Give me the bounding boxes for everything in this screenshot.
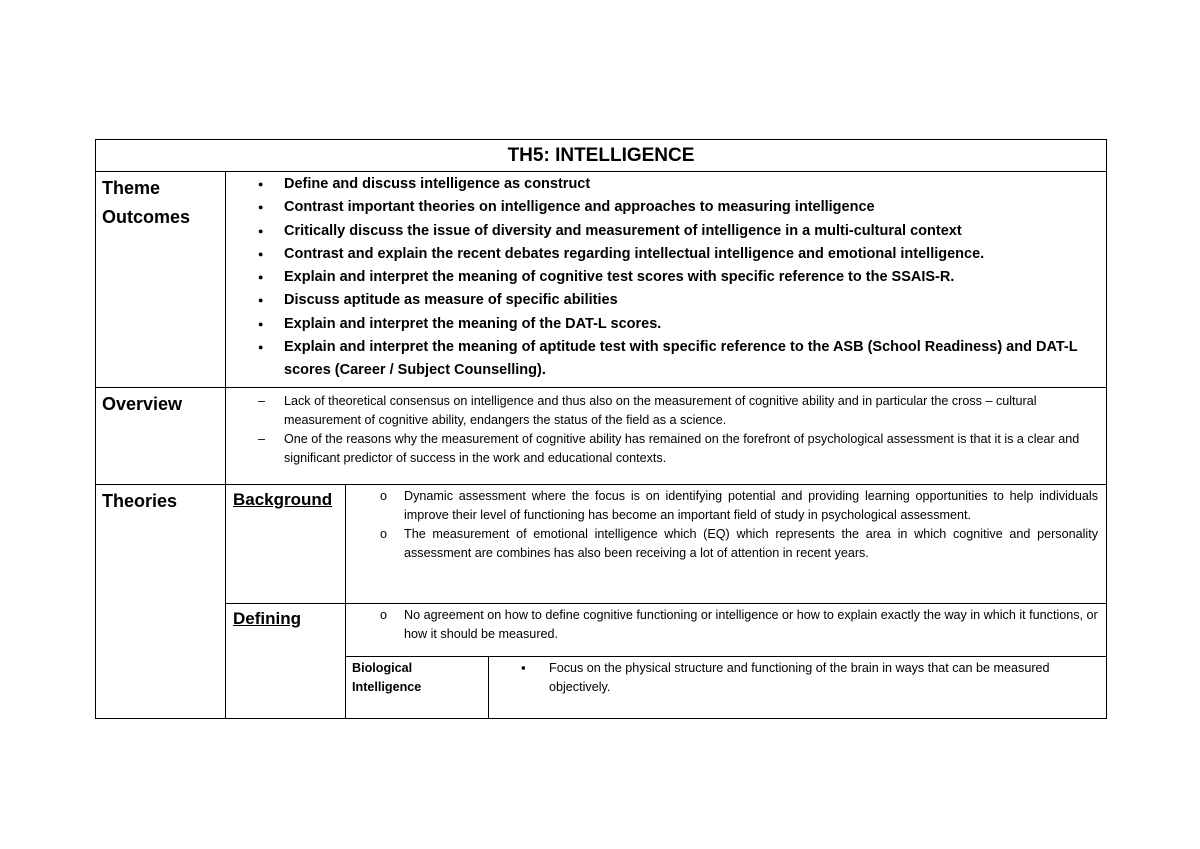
- overview-content: [226, 387, 1107, 484]
- biological-label-line1: Biological: [352, 660, 413, 675]
- list-item: ● Contrast important theories on intelligence and approaches to measuring intelligence: [256, 196, 1098, 219]
- page-title: TH5: INTELLIGENCE: [96, 140, 1107, 172]
- list-item: – One of the reasons why the measurement of cognitive ability has remained on the forefront of psychological assessment is that it is a clear and significant predictor of success in the work and educational contexts.: [256, 430, 1098, 468]
- list-item: ● Contrast and explain the recent debates regarding intellectual intelligence and emotional intelligence.: [256, 243, 1098, 266]
- list-item: o Dynamic assessment where the focus is on identifying potential and providing learning opportunities to help individuals improve their level of functioning has become an important field of study in psychological assessment.: [376, 487, 1098, 525]
- list-item: ● Critically discuss the issue of diversity and measurement of intelligence in a multi-cultural context: [256, 220, 1098, 243]
- list-item: – Lack of theoretical consensus on intelligence and thus also on the measurement of cognitive ability and in particular the cross – cultural measurement of cognitive ability, endangers the status of the field as a science.: [256, 392, 1098, 430]
- defining-list: [346, 606, 1106, 644]
- defining-content: [346, 603, 1107, 718]
- biological-list: [489, 657, 1106, 697]
- list-item: ● Explain and interpret the meaning of cognitive test scores with specific reference to the SSAIS-R.: [256, 266, 1098, 289]
- biological-intelligence-table: [346, 656, 1106, 718]
- intelligence-table: [95, 139, 1107, 719]
- theme-outcomes-label-line1: Theme: [102, 178, 161, 198]
- list-item: ● Define and discuss intelligence as construct: [256, 173, 1098, 196]
- theme-outcomes-label-line2: Outcomes: [102, 207, 191, 227]
- list-item: o The measurement of emotional intelligence which (EQ) which represents the area in which cognitive and personality assessment are combines has also been receiving a lot of attention in recent years.: [376, 525, 1098, 563]
- list-item: ▪ Focus on the physical structure and functioning of the brain in ways that can be measured objectively.: [521, 659, 1098, 697]
- theme-outcomes-label: [96, 172, 226, 388]
- theme-outcomes-content: [226, 172, 1107, 388]
- biological-label-line2: Intelligence: [352, 679, 422, 694]
- theme-outcomes-list: [226, 172, 1106, 387]
- background-label: Background: [226, 484, 346, 603]
- list-item: ● Explain and interpret the meaning of the DAT-L scores.: [256, 313, 1098, 336]
- list-item: ● Discuss aptitude as measure of specific abilities: [256, 289, 1098, 312]
- list-item: o No agreement on how to define cognitive functioning or intelligence or how to explain exactly the way in which it functions, or how it should be measured.: [376, 606, 1098, 644]
- theories-label: Theories: [96, 484, 226, 718]
- biological-intelligence-content: [489, 656, 1107, 718]
- defining-label: Defining: [226, 603, 346, 718]
- list-item: ● Explain and interpret the meaning of aptitude test with specific reference to the ASB (School Readiness) and DAT-L scores (Career / Subject Counselling).: [256, 336, 1098, 383]
- background-list: [346, 487, 1106, 563]
- overview-list: [226, 388, 1106, 474]
- overview-label: Overview: [96, 387, 226, 484]
- background-content: [346, 484, 1107, 603]
- biological-intelligence-label: [346, 656, 489, 718]
